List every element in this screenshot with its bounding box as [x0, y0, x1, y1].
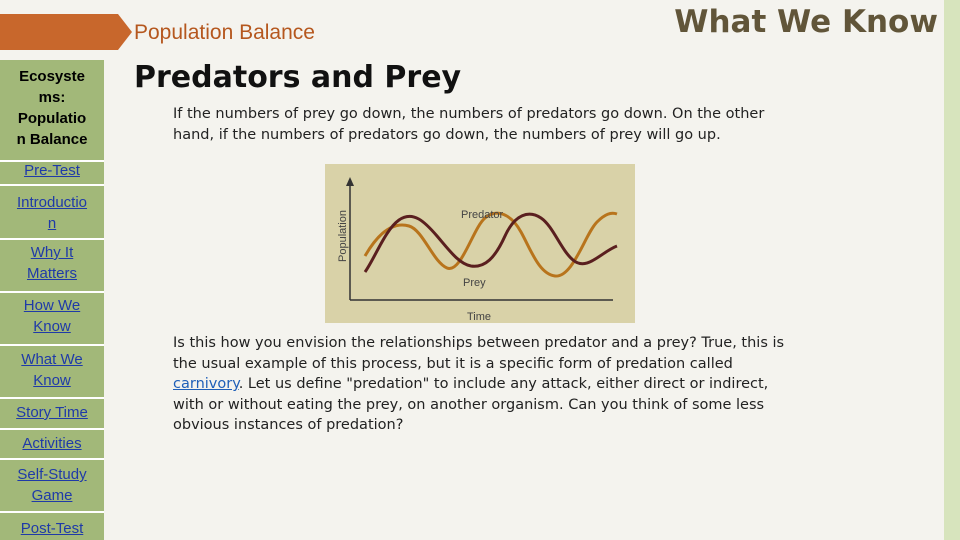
sidebar-item-label: n	[47, 215, 57, 232]
sidebar-item-label: Story Time	[16, 404, 88, 421]
sidebar-item-label: Introductio	[16, 194, 88, 211]
prey-curve	[365, 213, 617, 276]
sidebar-item-label: How We	[23, 297, 81, 314]
sidebar-divider	[0, 397, 104, 399]
sidebar-item-label: Why It	[30, 244, 74, 261]
sidebar-item-pre-test[interactable]	[5, 160, 99, 181]
sidebar-item-label: Post-Test	[20, 520, 84, 537]
body-paragraph	[173, 333, 793, 436]
prey-label: Prey	[463, 277, 486, 289]
sidebar-item-label: What We	[21, 351, 83, 368]
slide-heading: Predators and Prey	[134, 60, 462, 95]
sidebar-title-line: Populatio	[17, 110, 87, 127]
sidebar-item-story-time[interactable]	[5, 402, 99, 423]
sidebar-title-line: Ecosyste	[19, 68, 85, 85]
sidebar	[0, 60, 104, 540]
predator-label: Predator	[461, 209, 504, 221]
sidebar-divider	[0, 458, 104, 460]
sidebar-item-label: Know	[33, 318, 71, 335]
sidebar-item-label: Matters	[26, 265, 77, 282]
sidebar-item-introduction[interactable]	[5, 192, 99, 234]
sidebar-title-line: n Balance	[16, 131, 88, 148]
sidebar-item-label: Activities	[22, 435, 82, 452]
sidebar-item-label: Pre-Test	[24, 162, 80, 179]
header-ribbon	[0, 14, 118, 50]
sidebar-item-label: Self-Study	[17, 466, 87, 483]
intro-paragraph: If the numbers of prey go down, the numbers of predators go down. On the other hand, if the numbers of predators go down, the numbers of prey will go up.	[173, 106, 765, 143]
body-text-end: . Let us define "predation" to include any attack, either direct or indirect, with or without eating the prey, on another organism. Can you think of some less obvious instances of predation?	[173, 376, 769, 433]
sidebar-item-self-study-game[interactable]	[5, 464, 99, 506]
sidebar-item-activities[interactable]	[5, 433, 99, 454]
sidebar-item-how-we-know[interactable]	[5, 295, 99, 337]
sidebar-item-label: Know	[33, 372, 71, 389]
sidebar-divider	[0, 428, 104, 430]
y-axis-label: Population	[337, 210, 349, 262]
predator-curve	[365, 214, 617, 272]
page-title: Population Balance	[134, 21, 315, 44]
predator-prey-graph	[325, 164, 635, 323]
sidebar-item-why-it-matters[interactable]	[5, 242, 99, 284]
sidebar-item-label: Game	[31, 487, 73, 504]
sidebar-title	[0, 66, 104, 150]
sidebar-item-what-we-know[interactable]	[5, 349, 99, 391]
body-text-start: Is this how you envision the relationships between predator and a prey? True, this is the usual example of this process, but it is a specific form of predation called	[173, 335, 785, 372]
sidebar-item-post-test[interactable]	[5, 518, 99, 539]
carnivory-link[interactable]: carnivory	[173, 376, 239, 392]
sidebar-divider	[0, 344, 104, 346]
sidebar-title-line: ms:	[38, 89, 66, 106]
x-axis-label: Time	[467, 311, 492, 323]
predator-prey-figure	[325, 164, 635, 323]
sidebar-divider	[0, 511, 104, 513]
sidebar-divider	[0, 184, 104, 186]
y-axis-arrow-icon	[346, 177, 354, 186]
section-title: What We Know	[674, 4, 938, 40]
decorative-side-stripe	[944, 0, 960, 540]
sidebar-divider	[0, 291, 104, 293]
sidebar-divider	[0, 238, 104, 240]
